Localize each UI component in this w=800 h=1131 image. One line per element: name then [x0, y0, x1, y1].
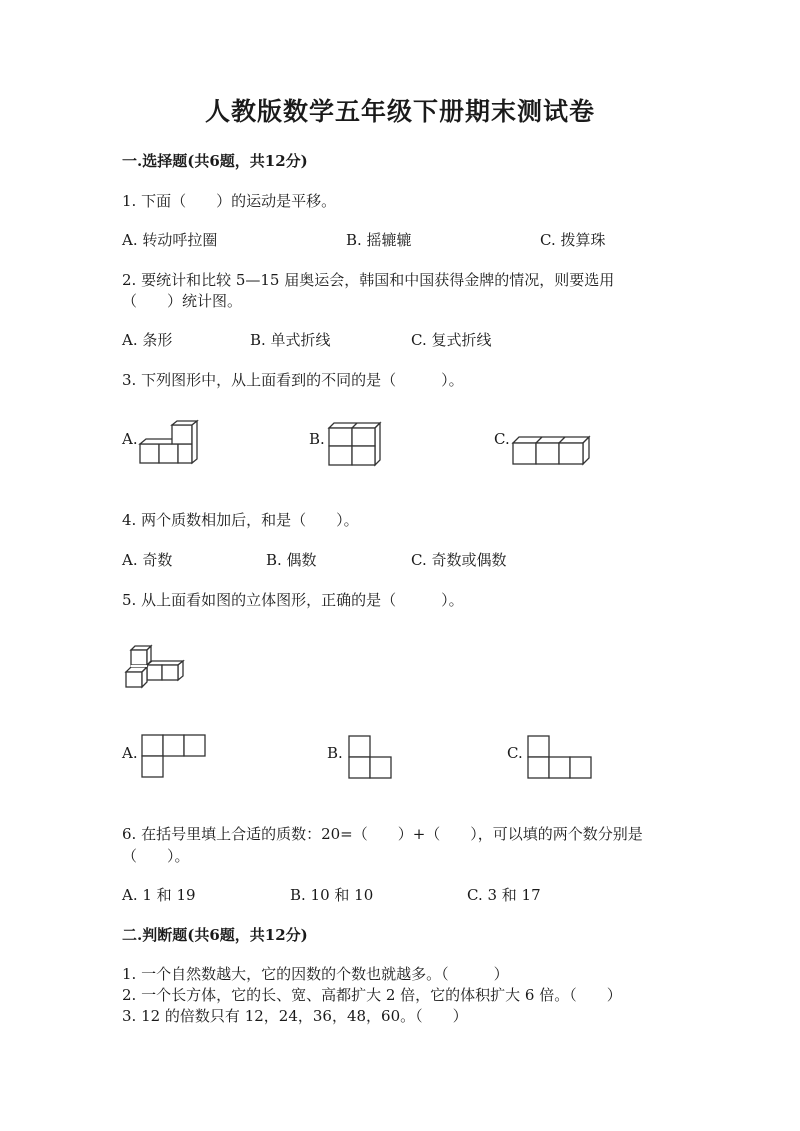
- question-6-stem-line2: （ ）。: [122, 847, 190, 865]
- question-3-option-a: A.: [122, 430, 138, 448]
- question-5-option-c: C.: [507, 744, 523, 762]
- question-1-stem: 1. 下面（ ）的运动是平移。: [122, 192, 337, 210]
- question-4-option-a: A. 奇数: [122, 551, 173, 569]
- question-6-option-c: C. 3 和 17: [467, 886, 541, 904]
- question-2-option-c: C. 复式折线: [411, 331, 492, 349]
- question-3-figure-a: [136, 420, 198, 468]
- question-5-figure-b: [347, 734, 393, 780]
- question-1-option-b: B. 摇辘辘: [346, 231, 412, 249]
- question-2-stem-line2: （ ）统计图。: [122, 292, 243, 310]
- question-3-option-b: B.: [309, 430, 325, 448]
- question-3-option-c: C.: [494, 430, 510, 448]
- question-6-stem-line1: 6. 在括号里填上合适的质数：20=（ ）+（ ），可以填的两个数分别是: [122, 825, 643, 843]
- judgement-item-1: 1. 一个自然数越大，它的因数的个数也就越多。（ ）: [122, 965, 509, 983]
- question-2-option-b: B. 单式折线: [250, 331, 331, 349]
- question-3-figure-b: [325, 420, 385, 468]
- question-2-option-a: A. 条形: [122, 331, 173, 349]
- question-4-option-c: C. 奇数或偶数: [411, 551, 507, 569]
- judgement-item-2: 2. 一个长方体，它的长、宽、高都扩大 2 倍，它的体积扩大 6 倍。（ ）: [122, 986, 622, 1004]
- question-5-stem: 5. 从上面看如图的立体图形，正确的是（ ）。: [122, 591, 464, 609]
- question-4-option-b: B. 偶数: [266, 551, 317, 569]
- judgement-item-3: 3. 12 的倍数只有 12，24，36，48，60。（ ）: [122, 1007, 468, 1025]
- question-3-figure-c: [509, 432, 593, 468]
- question-5-figure-a: [140, 733, 208, 779]
- question-5-figure-c: [526, 734, 594, 780]
- question-6-option-a: A. 1 和 19: [122, 886, 196, 904]
- question-2-stem-line1: 2. 要统计和比较 5—15 届奥运会，韩国和中国获得金牌的情况，则要选用: [122, 271, 615, 289]
- section-heading-judgement: 二.判断题(共6题，共12分): [122, 926, 308, 944]
- question-6-option-b: B. 10 和 10: [290, 886, 374, 904]
- question-1-option-c: C. 拨算珠: [540, 231, 606, 249]
- question-3-stem: 3. 下列图形中，从上面看到的不同的是（ ）。: [122, 371, 464, 389]
- section-heading-choice: 一.选择题(共6题，共12分): [122, 152, 308, 170]
- page-title: 人教版数学五年级下册期末测试卷: [204, 97, 595, 126]
- question-1-option-a: A. 转动呼拉圈: [122, 231, 218, 249]
- question-4-stem: 4. 两个质数相加后，和是（ ）。: [122, 511, 359, 529]
- question-5-option-b: B.: [327, 744, 343, 762]
- question-5-option-a: A.: [122, 744, 138, 762]
- question-5-solid-figure: [122, 642, 188, 692]
